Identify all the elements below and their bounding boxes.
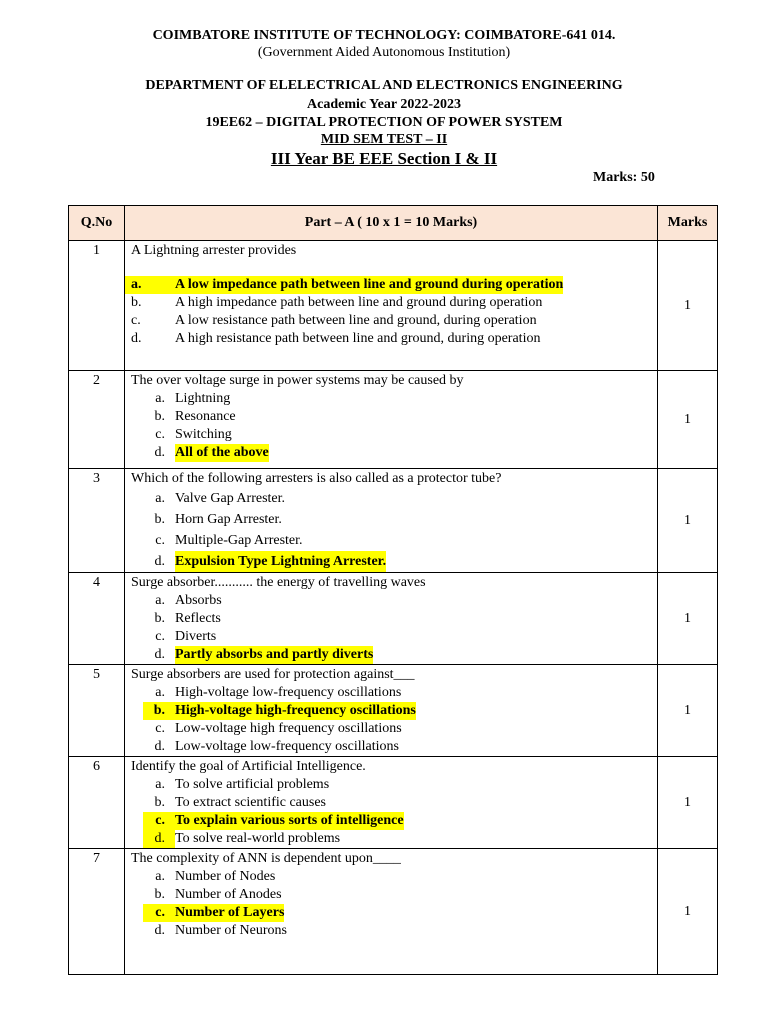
option-item [143,628,657,646]
question-row [69,757,718,849]
question-number: 4 [69,573,125,665]
question-number: 5 [69,665,125,757]
option-label: c. [155,629,165,644]
institute-type: (Government Aided Autonomous Institution) [257,45,511,60]
option-item [143,488,657,509]
question-cell [125,241,658,371]
question-text: Surge absorber........... the energy of travelling waves [131,575,426,590]
option-item [143,444,657,462]
question-number: 1 [69,241,125,371]
option-item [143,830,657,848]
option-item [143,408,657,426]
option-label: a. [155,869,165,884]
option-label: a. [155,391,165,406]
question-cell [125,665,658,757]
question-rows [69,241,718,975]
option-item [143,904,657,922]
option-item [143,720,657,738]
option-text: Horn Gap Arrester. [175,512,282,527]
option-label: d. [154,739,165,754]
option-item [143,886,657,904]
option-label: b. [154,512,165,527]
option-text: Resonance [175,409,236,424]
question-row [69,469,718,573]
options-list [125,390,657,462]
question-text: The complexity of ANN is dependent upon____ [131,851,401,866]
question-cell [125,469,658,573]
option-label: b. [143,702,175,720]
options-list [125,684,657,756]
question-cell [125,757,658,849]
option-item [143,738,657,756]
question-cell [125,371,658,469]
option-text: Low-voltage high frequency oscillations [175,721,402,736]
question-number: 2 [69,371,125,469]
correct-answer-text: A low impedance path between line and ground during operation [175,277,564,292]
option-label: c. [131,313,141,328]
course-title: 19EE62 – DIGITAL PROTECTION OF POWER SYSTEM [205,115,563,130]
option-item [143,922,657,940]
option-item [143,390,657,408]
institute-name: COIMBATORE INSTITUTE OF TECHNOLOGY: COIMBATORE-641 014. [152,28,616,43]
correct-answer-text: To explain various sorts of intelligence [175,813,404,828]
question-marks: 1 [658,371,718,469]
option-text: Absorbs [175,593,222,608]
correct-answer-text: All of the above [175,445,269,460]
option-item [143,592,657,610]
question-marks: 1 [658,573,718,665]
option-item [143,868,657,886]
option-text: A high resistance path between line and ground, during operation [175,331,541,346]
option-text: To extract scientific causes [175,795,327,810]
question-row [69,665,718,757]
option-label: c. [155,721,165,736]
option-item [125,294,657,312]
options-list [125,868,657,940]
question-cell [125,573,658,665]
option-label: d. [143,830,175,848]
correct-answer-text: Expulsion Type Lightning Arrester. [175,551,386,572]
option-item [143,684,657,702]
question-row [69,371,718,469]
total-marks: Marks: 50 [593,170,655,185]
option-text: Number of Neurons [175,923,287,938]
table-header-row [69,206,718,241]
option-item [125,276,657,294]
option-item [125,330,657,348]
option-text: Diverts [175,629,217,644]
option-text: High-voltage low-frequency oscillations [175,685,402,700]
question-marks: 1 [658,469,718,573]
option-item [143,426,657,444]
question-text: Identify the goal of Artificial Intelligence. [131,759,366,774]
question-row [69,241,718,371]
option-text: Reflects [175,611,221,626]
question-number: 6 [69,757,125,849]
option-item [125,312,657,330]
option-text: Multiple-Gap Arrester. [175,533,303,548]
academic-year: Academic Year 2022-2023 [307,97,461,112]
option-label: b. [154,611,165,626]
option-label: c. [143,904,175,922]
option-label: d. [131,331,142,346]
question-marks: 1 [658,757,718,849]
options-list [125,776,657,848]
options-list [125,592,657,664]
correct-answer-text: Number of Layers [175,905,285,920]
question-row [69,573,718,665]
question-number: 3 [69,469,125,573]
option-label: d. [154,554,165,569]
option-item [143,509,657,530]
question-number: 7 [69,849,125,975]
option-item [143,794,657,812]
option-label: d. [154,445,165,460]
question-row [69,849,718,975]
option-text: A low resistance path between line and ground, during operation [175,313,537,328]
correct-answer-text: Partly absorbs and partly diverts [175,647,374,662]
option-label: b. [154,887,165,902]
question-marks: 1 [658,241,718,371]
option-label: c. [155,533,165,548]
option-label: a. [155,685,165,700]
option-item [143,646,657,664]
option-label: c. [143,812,175,830]
option-text: To solve artificial problems [175,777,330,792]
question-table [68,205,718,975]
qno-header: Q.No [69,206,125,241]
option-label: d. [154,647,165,662]
class-title: III Year BE EEE Section I & II [270,149,498,168]
options-list [125,276,657,348]
question-text: Surge absorbers are used for protection against___ [131,667,415,682]
part-header: Part – A ( 10 x 1 = 10 Marks) [125,206,658,241]
option-text: Valve Gap Arrester. [175,491,286,506]
option-label: d. [154,923,165,938]
option-label: c. [155,427,165,442]
marks-header: Marks [658,206,718,241]
option-label: a. [155,491,165,506]
question-text: The over voltage surge in power systems may be caused by [131,373,464,388]
option-text: Switching [175,427,232,442]
option-label: a. [155,777,165,792]
department-name: DEPARTMENT OF ELELECTRICAL AND ELECTRONICS ENGINEERING [145,78,623,93]
option-label: b. [154,795,165,810]
options-list [125,488,657,572]
option-text: Lightning [175,391,231,406]
question-text: A Lightning arrester provides [131,243,297,258]
option-label: b. [154,409,165,424]
option-text: Number of Anodes [175,887,282,902]
option-label: b. [131,295,142,310]
option-label: a. [155,593,165,608]
option-item [143,530,657,551]
option-text: A high impedance path between line and ground during operation [175,295,543,310]
option-item [143,702,657,720]
option-text: Low-voltage low-frequency oscillations [175,739,399,754]
option-text: To solve real-world problems [175,831,341,846]
question-cell [125,849,658,975]
question-marks: 1 [658,665,718,757]
option-text: Number of Nodes [175,869,276,884]
correct-answer-text: High-voltage high-frequency oscillations [175,703,416,718]
option-item [143,551,657,572]
option-item [143,776,657,794]
test-title: MID SEM TEST – II [320,132,448,147]
option-item [143,812,657,830]
option-item [143,610,657,628]
question-text: Which of the following arresters is also called as a protector tube? [131,471,502,486]
question-marks: 1 [658,849,718,975]
option-label: a. [125,276,175,294]
